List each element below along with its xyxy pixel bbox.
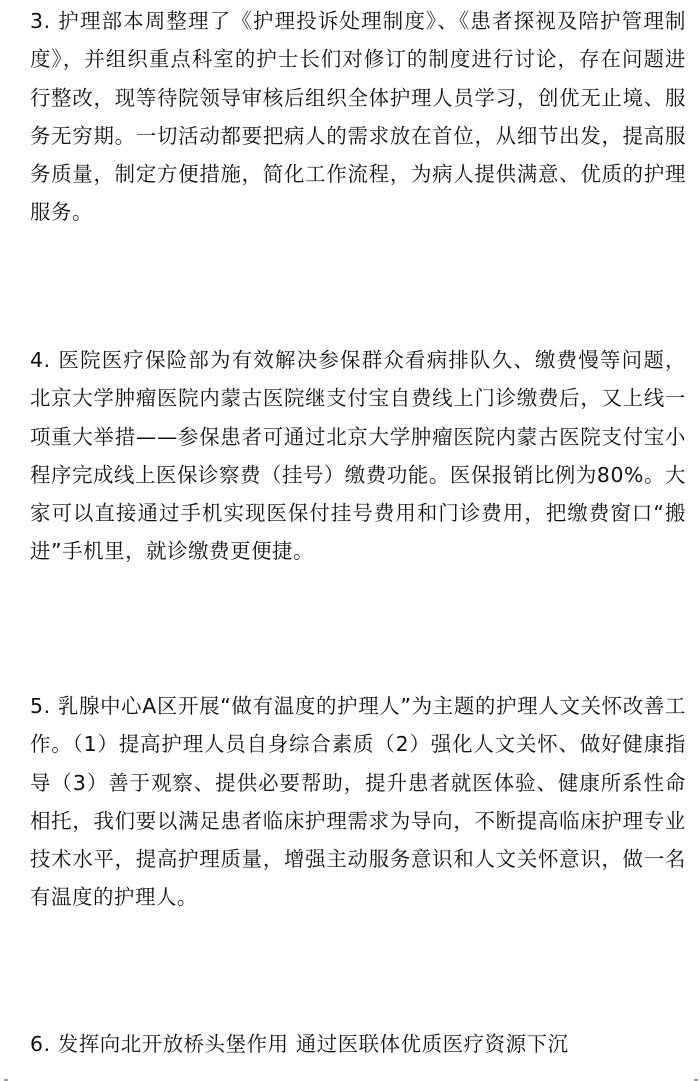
paragraph-4: 4. 医院医疗保险部为有效解决参保群众看病排队久、缴费慢等问题，北京大学肿瘤医院内蒙古医院继支付宝自费线上门诊缴费后，又上线一项重大举措——参保患者可通过北京大学肿瘤医院内蒙古医院支付宝小程序完成线上医保诊察费（挂号）缴费功能。医保报销比例为80%。大家可以直接通过手机实现医保付挂号费用和门诊费用，把缴费窗口“搬进”手机里，就诊缴费更便捷。 bbox=[30, 348, 686, 564]
paragraph-6: 6. 发挥向北开放桥头堡作用 通过医联体优质医疗资源下沉 bbox=[30, 1032, 569, 1056]
paragraph-5: 5. 乳腺中心A区开展“做有温度的护理人”为主题的护理人文关怀改善工作。（1）提高护理人员自身综合素质（2）强化人文关怀、做好健康指导（3）善于观察、提供必要帮助，提升患者就医体验、健康所系性命相托，我们要以满足患者临床护理需求为导向，不断提高临床护理专业技术水平，提高护理质量，增强主动服务意识和人文关怀意识，做一名有温度的护理人。 bbox=[30, 694, 686, 910]
paragraph-3: 3. 护理部本周整理了《护理投诉处理制度》、《患者探视及陪护管理制度》，并组织重点科室的护士长们对修订的制度进行讨论，存在问题进行整改，现等待院领导审核后组织全体护理人员学习，创优无止境、服务无穷期。一切活动都要把病人的需求放在首位，从细节出发，提高服务质量，制定方便措施，简化工作流程，为病人提供满意、优质的护理服务。 bbox=[30, 9, 686, 225]
